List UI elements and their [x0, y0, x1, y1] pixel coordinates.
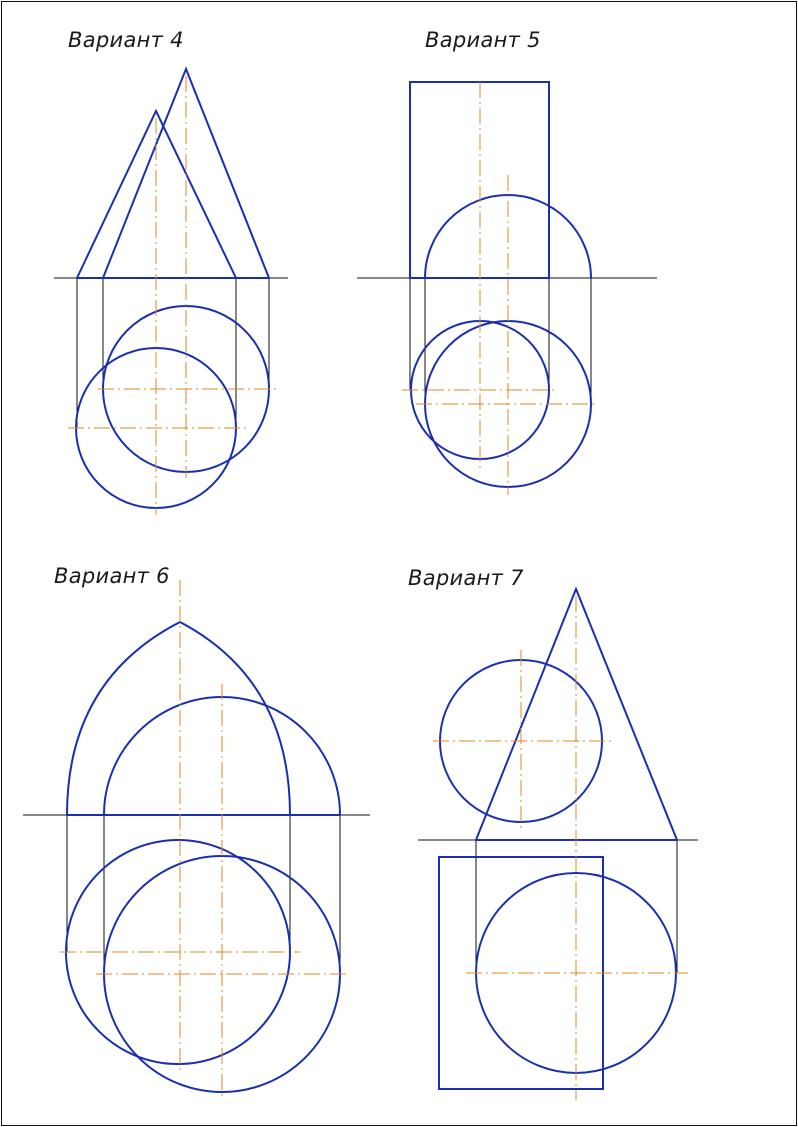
variant-6-ogive-front	[67, 622, 290, 815]
variant-7-center-axes	[433, 596, 688, 1100]
variant-5-label: Вариант 5	[425, 28, 541, 52]
variant-4	[54, 28, 288, 515]
variant-4-label: Вариант 4	[68, 28, 184, 52]
variant-4-projection-lines	[77, 278, 269, 428]
variant-5-projection-lines	[410, 278, 591, 404]
variant-7-label: Вариант 7	[408, 566, 524, 590]
variant-5-center-axes	[402, 82, 598, 495]
variant-6	[23, 564, 370, 1100]
variant-6-projection-lines	[67, 815, 340, 974]
variant-4-center-axes	[68, 76, 278, 515]
variant-7	[408, 566, 698, 1100]
variant-6-label: Вариант 6	[54, 564, 170, 588]
variant-5	[357, 28, 657, 495]
